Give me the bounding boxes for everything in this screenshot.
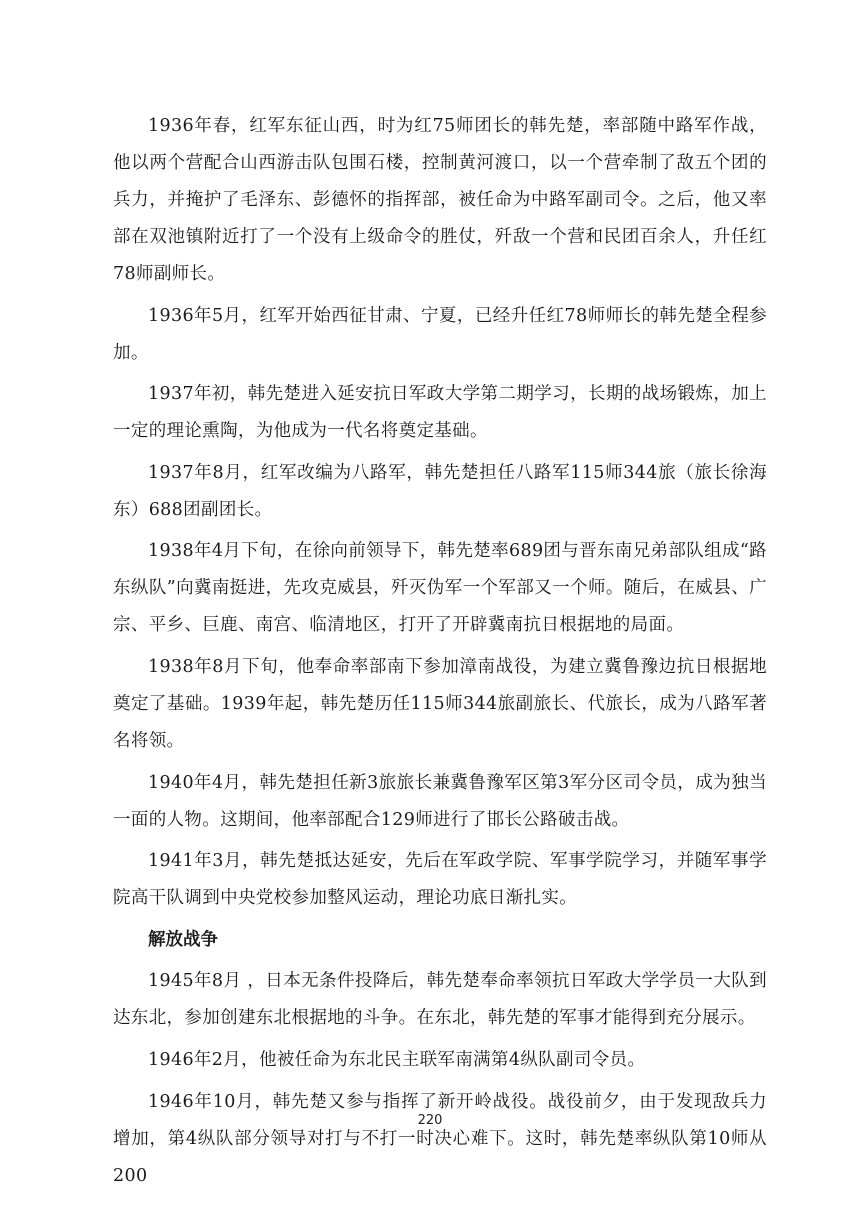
paragraph: 1945年8月 ，日本无条件投降后，韩先楚奉命率领抗日军政大学学员一大队到达东北，参加创建东北根据地的斗争。在东北，韩先楚的军事才能得到充分展示。 bbox=[113, 971, 767, 1029]
paragraph: 1946年2月，他被任命为东北民主联军南满第4纵队副司令员。 bbox=[148, 1049, 646, 1070]
paragraph: 1936年5月，红军开始西征甘肃、宁夏，已经升任红78师师长的韩先楚全程参加。 bbox=[113, 305, 767, 363]
paragraph: 1937年8月，红军改编为八路军，韩先楚担任八路军115师344旅（旅长徐海东）688团副团长。 bbox=[113, 462, 767, 520]
paragraph: 1946年10月，韩先楚又参与指挥了新开岭战役。战役前夕，由于发现敌兵力增加，第4纵队部分领导对打与不打一时决心难下。这时，韩先楚率纵队第10师从200 bbox=[113, 1091, 767, 1186]
paragraph: 1938年8月下旬，他奉命率部南下参加漳南战役，为建立冀鲁豫边抗日根据地奠定了基础。1939年起，韩先楚历任115师344旅副旅长、代旅长，成为八路军著名将领。 bbox=[113, 656, 767, 751]
paragraph: 1936年春，红军东征山西，时为红75师团长的韩先楚，率部随中路军作战，他以两个营配合山西游击队包围石楼，控制黄河渡口，以一个营牵制了敌五个团的兵力，并掩护了毛泽东、彭德怀的指挥部，被任命为中路军副司令。之后，他又率部在双池镇附近打了一个没有上级命令的胜仗，歼敌一个营和民团百余人，升任红78师副师长。 bbox=[113, 116, 767, 284]
paragraph: 1937年初，韩先楚进入延安抗日军政大学第二期学习，长期的战场锻炼，加上一定的理论熏陶，为他成为一代名将奠定基础。 bbox=[113, 384, 767, 442]
page-number: 220 bbox=[417, 1113, 443, 1128]
document-body bbox=[113, 108, 767, 1199]
section-heading: 解放战争 bbox=[148, 929, 218, 950]
paragraph: 1938年4月下旬，在徐向前领导下，韩先楚率689团与晋东南兄弟部队组成“路东纵队”向冀南挺进，先攻克威县，歼灭伪军一个军部又一个师。随后，在威县、广宗、平乡、巨鹿、南宫、临清地区，打开了开辟冀南抗日根据地的局面。 bbox=[113, 541, 767, 636]
paragraph: 1940年4月，韩先楚担任新3旅旅长兼冀鲁豫军区第3军分区司令员，成为独当一面的人物。这期间，他率部配合129师进行了邯长公路破击战。 bbox=[113, 772, 767, 830]
paragraph: 1941年3月，韩先楚抵达延安，先后在军政学院、军事学院学习，并随军事学院高干队调到中央党校参加整风运动，理论功底日渐扎实。 bbox=[113, 851, 767, 909]
